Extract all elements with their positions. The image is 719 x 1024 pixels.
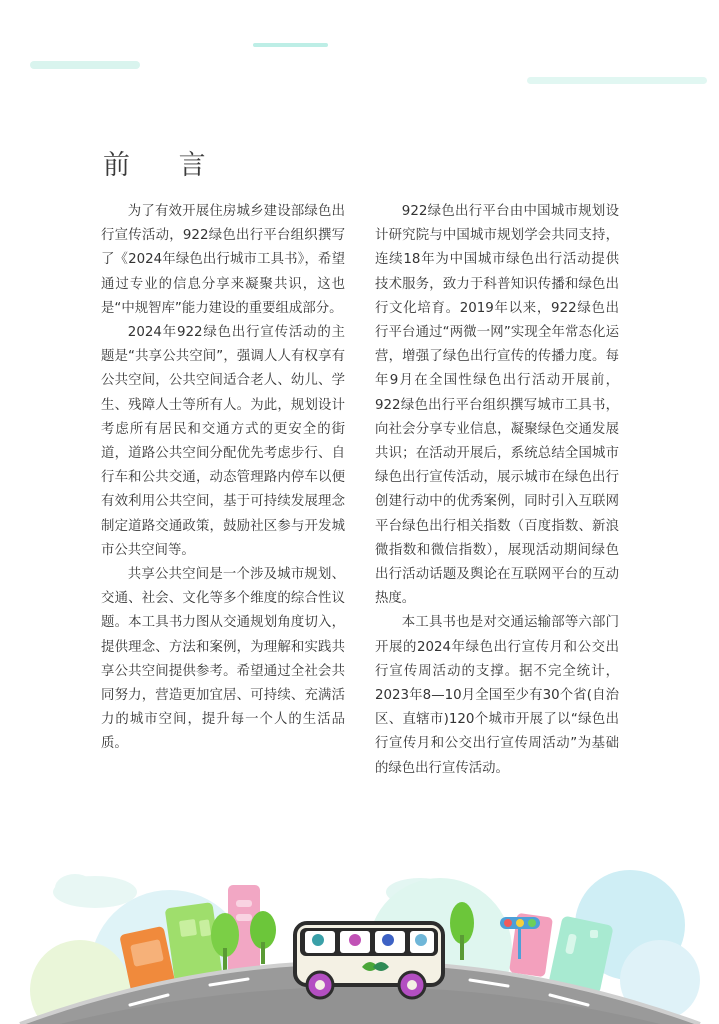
city-bus-illustration — [0, 830, 719, 1024]
paragraph: 共享公共空间是一个涉及城市规划、交通、社会、文化等多个维度的综合性议题。本工具书力图从交通规划角度切入，提供理念、方法和案例，为理解和实践共享公共空间提供参考。希望通过全社会共同努力，营造更加宜居、可持续、充满活力的城市空间，提升每一个人的生活品质。 — [101, 567, 345, 752]
left-column — [101, 200, 345, 757]
paragraph: 922绿色出行平台由中国城市规划设计研究院与中国城市规划学会共同支持，连续18年为中国城市绿色出行活动提供技术服务，致力于科普知识传播和绿色出行文化培育。2019年以来，922绿色出行平台通过“两微一网”实现全年常态化运营，增强了绿色出行宣传的传播力度。每年9月在全国性绿色出行活动开展前，922绿色出行平台组织撰写城市工具书，向社会分享专业信息，凝聚绿色交通发展共识；在活动开展后，系统总结全国城市绿色出行宣传活动，展示城市在绿色出行创建行动中的优秀案例，同时引入互联网平台绿色出行相关指数（百度指数、新浪微指数和微信指数），展现活动期间绿色出行活动话题及舆论在互联网平台的互动热度。 — [375, 204, 619, 607]
page-title: 前 言 — [103, 150, 226, 181]
decor-bar-top-right — [527, 77, 707, 84]
right-column — [375, 200, 619, 781]
paragraph: 2024年922绿色出行宣传活动的主题是“共享公共空间”，强调人人有权享有公共空间，公共空间适合老人、幼儿、学生、残障人士等所有人。为此，规划设计考虑所有居民和交通方式的更安全的街道，道路公共空间分配优先考虑步行、自行车和公共交通，动态管理路内停车以便有效利用公共空间，基于可持续发展理念制定道路交通政策，鼓励社区参与开发城市公共空间等。 — [101, 325, 345, 558]
decor-bar-top-left — [30, 61, 140, 69]
bus-illustration — [295, 923, 443, 998]
paragraph: 为了有效开展住房城乡建设部绿色出行宣传活动，922绿色出行平台组织撰写了《2024年绿色出行城市工具书》，希望通过专业的信息分享来凝聚共识，这也是“中规智库”能力建设的重要组成部分。 — [101, 204, 345, 316]
decor-bar-top-center — [253, 43, 328, 47]
paragraph: 本工具书也是对交通运输部等六部门开展的2024年绿色出行宣传月和公交出行宣传周活动的支撑。据不完全统计，2023年8—10月全国至少有30个省(自治区、直辖市)120个城市开展了以“绿色出行宣传月和公交出行宣传周活动”为基础的绿色出行宣传活动。 — [375, 615, 619, 776]
